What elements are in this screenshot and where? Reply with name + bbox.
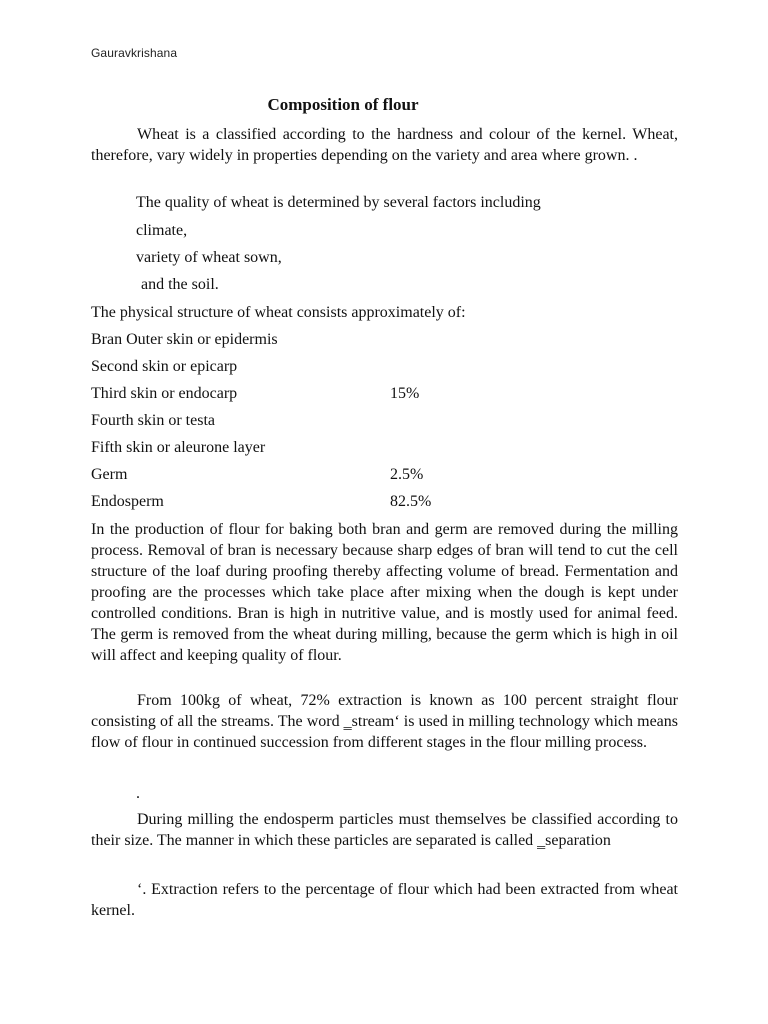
separation-paragraph: During milling the endosperm particles must themselves be classified according to their size. The manner in which these particles are separated is called ‗separation xyxy=(91,811,678,849)
document-title-text: Composition of flour xyxy=(267,95,419,114)
structure-value: 15% xyxy=(390,385,420,402)
stray-dot: . xyxy=(136,785,140,802)
structure-part: Fourth skin or testa xyxy=(91,412,215,429)
extraction-paragraph: From 100kg of wheat, 72% extraction is known as 100 percent straight flour consisting of all the streams. The word ‗stream‘ is used in milling technology which means flow of flour in continued succession from different stages in the flour milling process. xyxy=(91,692,678,751)
quality-lead: The quality of wheat is determined by several factors including xyxy=(136,194,541,211)
quality-factor-soil: and the soil. xyxy=(141,276,219,293)
structure-part: Endosperm xyxy=(91,493,164,510)
structure-part: Second skin or epicarp xyxy=(91,358,238,375)
document-title xyxy=(0,95,686,115)
structure-part: Third skin or endocarp xyxy=(91,385,238,402)
quality-factor-variety: variety of wheat sown, xyxy=(136,249,282,266)
author-header: Gauravkrishana xyxy=(91,46,178,60)
quality-factor-climate: climate, xyxy=(136,222,188,239)
structure-part: Fifth skin or aleurone layer xyxy=(91,439,266,456)
structure-part: Germ xyxy=(91,466,128,483)
structure-part: Bran Outer skin or epidermis xyxy=(91,331,278,348)
structure-value: 2.5% xyxy=(390,466,424,483)
intro-paragraph: Wheat is a classified according to the hardness and colour of the kernel. Wheat, therefore, vary widely in properties depending on the variety and area where grown. . xyxy=(91,126,678,164)
production-paragraph: In the production of flour for baking both bran and germ are removed during the milling process. Removal of bran is necessary because sharp edges of bran will tend to cut the cell structure of the loaf during proofing thereby affecting volume of bread. Fermentation and proofing are the processes which take place after mixing when the dough is kept under controlled conditions. Bran is high in nutritive value, and is mostly used for animal feed. The germ is removed from the wheat during milling, because the germ which is high in oil will affect and keeping quality of flour. xyxy=(91,521,678,664)
structure-value: 82.5% xyxy=(390,493,432,510)
structure-lead: The physical structure of wheat consists approximately of: xyxy=(91,304,466,321)
extraction-definition-paragraph: ‘. Extraction refers to the percentage of flour which had been extracted from wheat kernel. xyxy=(91,881,678,919)
